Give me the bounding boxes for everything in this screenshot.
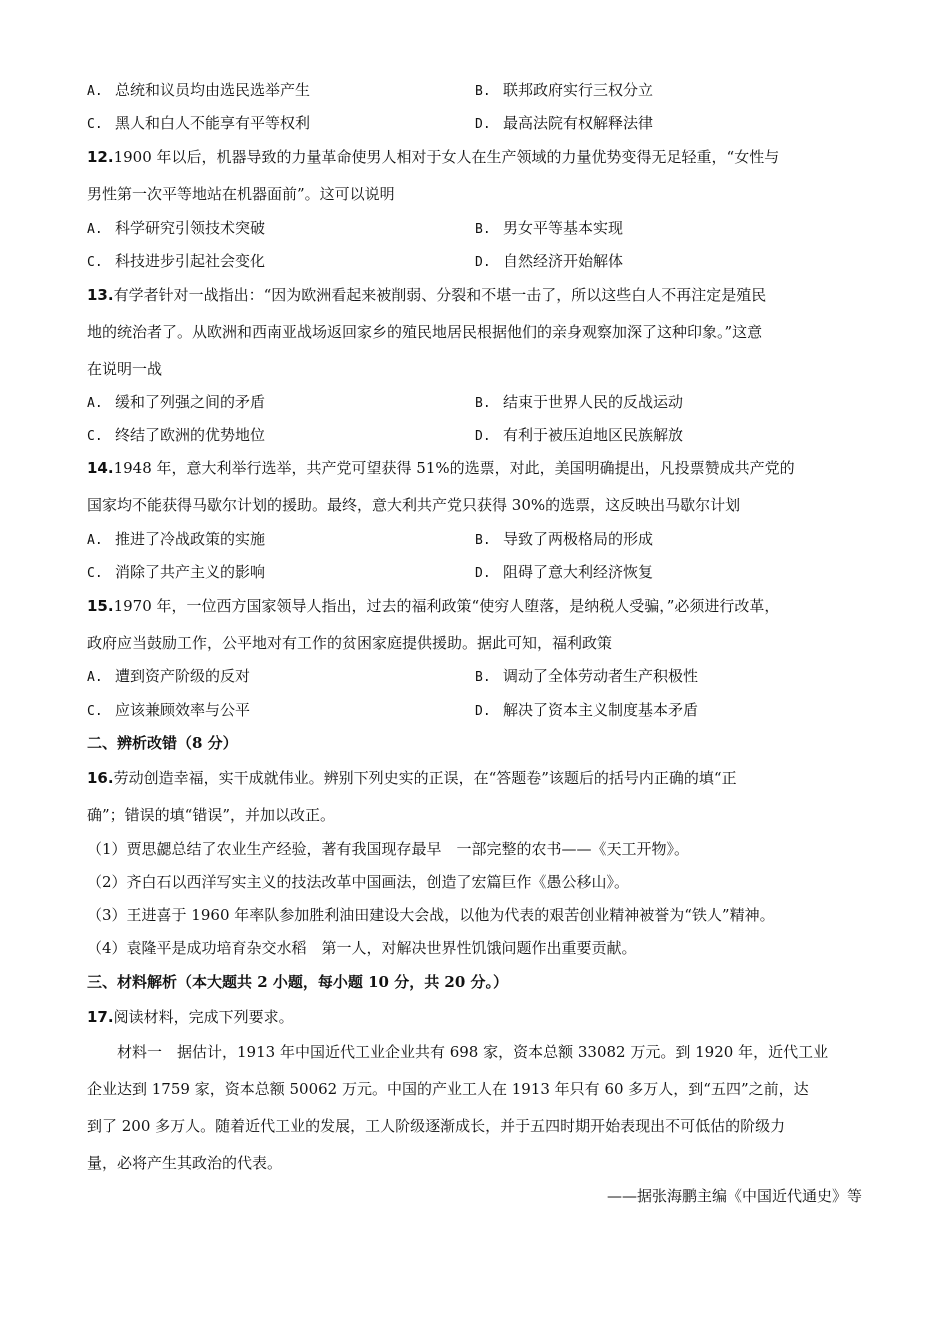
section-3-title: 三、材料解析（本大题共 2 小题，每小题 10 分，共 20 分。） bbox=[87, 973, 509, 991]
question-14-stem-line-2: 国家均不能获得马歇尔计划的援助。最终，意大利共产党只获得 30%的选票，这反映出马歇尔计划 bbox=[87, 496, 741, 514]
option-11-d: D. 最高法院有权解释法律 bbox=[475, 114, 654, 132]
option-14-d: D. 阻碍了意大利经济恢复 bbox=[475, 563, 654, 581]
question-13-stem-line-3: 在说明一战 bbox=[87, 360, 163, 378]
material-1-line-4: 量，必将产生其政治的代表。 bbox=[87, 1154, 283, 1172]
question-14-stem-line-1: 14.1948 年，意大利举行选举，共产党可望获得 51%的选票，对此，美国明确提出，凡投票赞成共产党的 bbox=[87, 459, 795, 477]
question-16-stem-line-1: 16.劳动创造幸福，实干成就伟业。辨别下列史实的正误，在“答题卷”该题后的括号内正确的填“正 bbox=[87, 769, 737, 787]
option-15-d: D. 解决了资本主义制度基本矛盾 bbox=[475, 701, 699, 719]
question-15-stem-line-2: 政府应当鼓励工作，公平地对有工作的贫困家庭提供援助。据此可知，福利政策 bbox=[87, 634, 613, 652]
option-13-d: D. 有利于被压迫地区民族解放 bbox=[475, 426, 684, 444]
question-16-stem-line-2: 确”；错误的填“错误”，并加以改正。 bbox=[87, 806, 336, 824]
question-13-stem-line-2: 地的统治者了。从欧洲和西南亚战场返回家乡的殖民地居民根据他们的亲身观察加深了这种印象。”这意 bbox=[87, 323, 763, 341]
question-17-stem: 17.阅读材料，完成下列要求。 bbox=[87, 1008, 294, 1026]
option-15-a: A. 遭到资产阶级的反对 bbox=[87, 667, 251, 685]
option-12-c: C. 科技进步引起社会变化 bbox=[87, 252, 266, 270]
question-16-item-4: （4）袁隆平是成功培育杂交水稻 第一人，对解决世界性饥饿问题作出重要贡献。 bbox=[87, 939, 637, 957]
option-11-a: A. 总统和议员均由选民选举产生 bbox=[87, 81, 311, 99]
question-12-stem-line-2: 男性第一次平等地站在机器面前”。这可以说明 bbox=[87, 185, 395, 203]
option-15-b: B. 调动了全体劳动者生产积极性 bbox=[475, 667, 699, 685]
option-12-a: A. 科学研究引领技术突破 bbox=[87, 219, 266, 237]
option-14-a: A. 推进了冷战政策的实施 bbox=[87, 530, 266, 548]
material-1-source: ——据张海鹏主编《中国近代通史》等 bbox=[606, 1187, 862, 1205]
question-13-stem-line-1: 13.有学者针对一战指出：“因为欧洲看起来被削弱、分裂和不堪一击了，所以这些白人不再注定是殖民 bbox=[87, 286, 767, 304]
material-1-line-2: 企业达到 1759 家，资本总额 50062 万元。中国的产业工人在 1913 年只有 60 多万人，到“五四”之前，达 bbox=[87, 1080, 809, 1098]
material-1-line-1: 材料一 据估计，1913 年中国近代工业企业共有 698 家，资本总额 33082 万元。到 1920 年，近代工业 bbox=[87, 1043, 829, 1061]
option-12-b: B. 男女平等基本实现 bbox=[475, 219, 624, 237]
option-13-a: A. 缓和了列强之间的矛盾 bbox=[87, 393, 266, 411]
option-11-b: B. 联邦政府实行三权分立 bbox=[475, 81, 654, 99]
option-14-b: B. 导致了两极格局的形成 bbox=[475, 530, 654, 548]
option-11-c: C. 黑人和白人不能享有平等权利 bbox=[87, 114, 311, 132]
question-16-item-2: （2）齐白石以西洋写实主义的技法改革中国画法，创造了宏篇巨作《愚公移山》。 bbox=[87, 873, 630, 891]
question-16-item-1: （1）贾思勰总结了农业生产经验，著有我国现存最早 一部完整的农书——《天工开物》。 bbox=[87, 840, 690, 858]
question-12-stem-line-1: 12.1900 年以后，机器导致的力量革命使男人相对于女人在生产领域的力量优势变得无足轻重，“女性与 bbox=[87, 148, 780, 166]
option-14-c: C. 消除了共产主义的影响 bbox=[87, 563, 266, 581]
question-15-stem-line-1: 15.1970 年，一位西方国家领导人指出，过去的福利政策“使穷人堕落，是纳税人受骗，”必须进行改革， bbox=[87, 597, 780, 615]
option-12-d: D. 自然经济开始解体 bbox=[475, 252, 624, 270]
section-2-title: 二、辨析改错（8 分） bbox=[87, 734, 238, 752]
option-15-c: C. 应该兼顾效率与公平 bbox=[87, 701, 251, 719]
option-13-b: B. 结束于世界人民的反战运动 bbox=[475, 393, 684, 411]
question-16-item-3: （3）王进喜于 1960 年率队参加胜利油田建设大会战，以他为代表的艰苦创业精神被誉为“铁人”精神。 bbox=[87, 906, 775, 924]
material-1-line-3: 到了 200 多万人。随着近代工业的发展，工人阶级逐渐成长，并于五四时期开始表现出不可低估的阶级力 bbox=[87, 1117, 786, 1135]
option-13-c: C. 终结了欧洲的优势地位 bbox=[87, 426, 266, 444]
